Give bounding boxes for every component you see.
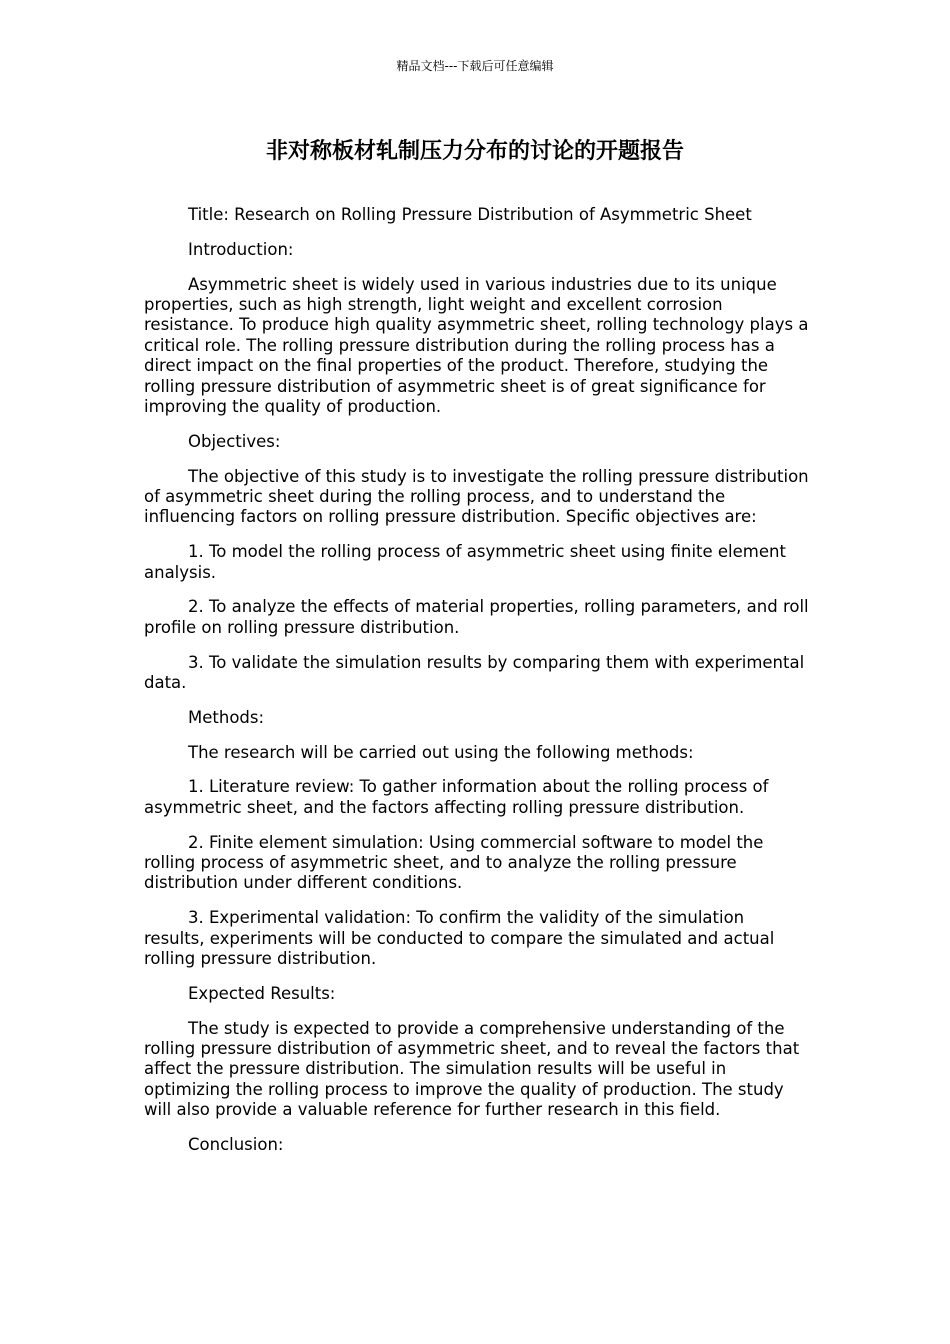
- paragraph-introduction: Asymmetric sheet is widely used in various industries due to its unique properties, such as high strength, light weight and excellent corrosion resistance. To produce high quality asymmetric sheet, rolling technology plays a critical role. The rolling pressure distribution during the rolling process has a direct impact on the final properties of the product. Therefore, studying the rolling pressure distribution of asymmetric sheet is of great significance for improving the quality of production.: [144, 274, 809, 417]
- objective-item: 1. To model the rolling process of asymmetric sheet using finite element analysis.: [144, 542, 786, 582]
- document-title: 非对称板材轧制压力分布的讨论的开题报告: [265, 139, 684, 164]
- method-item: 3. Experimental validation: To confirm the validity of the simulation results, experiments will be conducted to compare the simulated and actual rolling pressure distribution.: [144, 908, 775, 969]
- heading-objectives: Objectives:: [188, 431, 281, 451]
- paragraph-objectives: The objective of this study is to investigate the rolling pressure distribution of asymmetric sheet during the rolling process, and to understand the influencing factors on rolling pressure distribution. Specific objectives are:: [144, 466, 809, 527]
- method-item: 1. Literature review: To gather information about the rolling process of asymmetric sheet, and the factors affecting rolling pressure distribution.: [144, 777, 769, 817]
- paragraph-title-line: Title: Research on Rolling Pressure Distribution of Asymmetric Sheet: [188, 205, 752, 224]
- heading-methods: Methods:: [188, 707, 265, 727]
- document-body: [144, 205, 809, 1170]
- objective-item: 2. To analyze the effects of material properties, rolling parameters, and roll profile on rolling pressure distribution.: [144, 597, 809, 637]
- heading-introduction: Introduction:: [188, 239, 294, 259]
- heading-expected-results: Expected Results:: [188, 983, 336, 1003]
- paragraph-expected-results: The study is expected to provide a comprehensive understanding of the rolling pressure distribution of asymmetric sheet, and to reveal the factors that affect the pressure distribution. The simulation results will be useful in optimizing the rolling process to improve the quality of production. The study will also provide a valuable reference for further research in this field.: [144, 1018, 800, 1120]
- heading-conclusion: Conclusion:: [188, 1135, 284, 1155]
- objective-item: 3. To validate the simulation results by comparing them with experimental data.: [144, 652, 805, 693]
- paragraph-methods: The research will be carried out using the following methods:: [188, 742, 694, 762]
- page-header: 精品文档---下载后可任意编辑: [396, 59, 554, 73]
- method-item: 2. Finite element simulation: Using commercial software to model the rolling process of asymmetric sheet, and to analyze the rolling pressure distribution under different conditions.: [144, 832, 764, 893]
